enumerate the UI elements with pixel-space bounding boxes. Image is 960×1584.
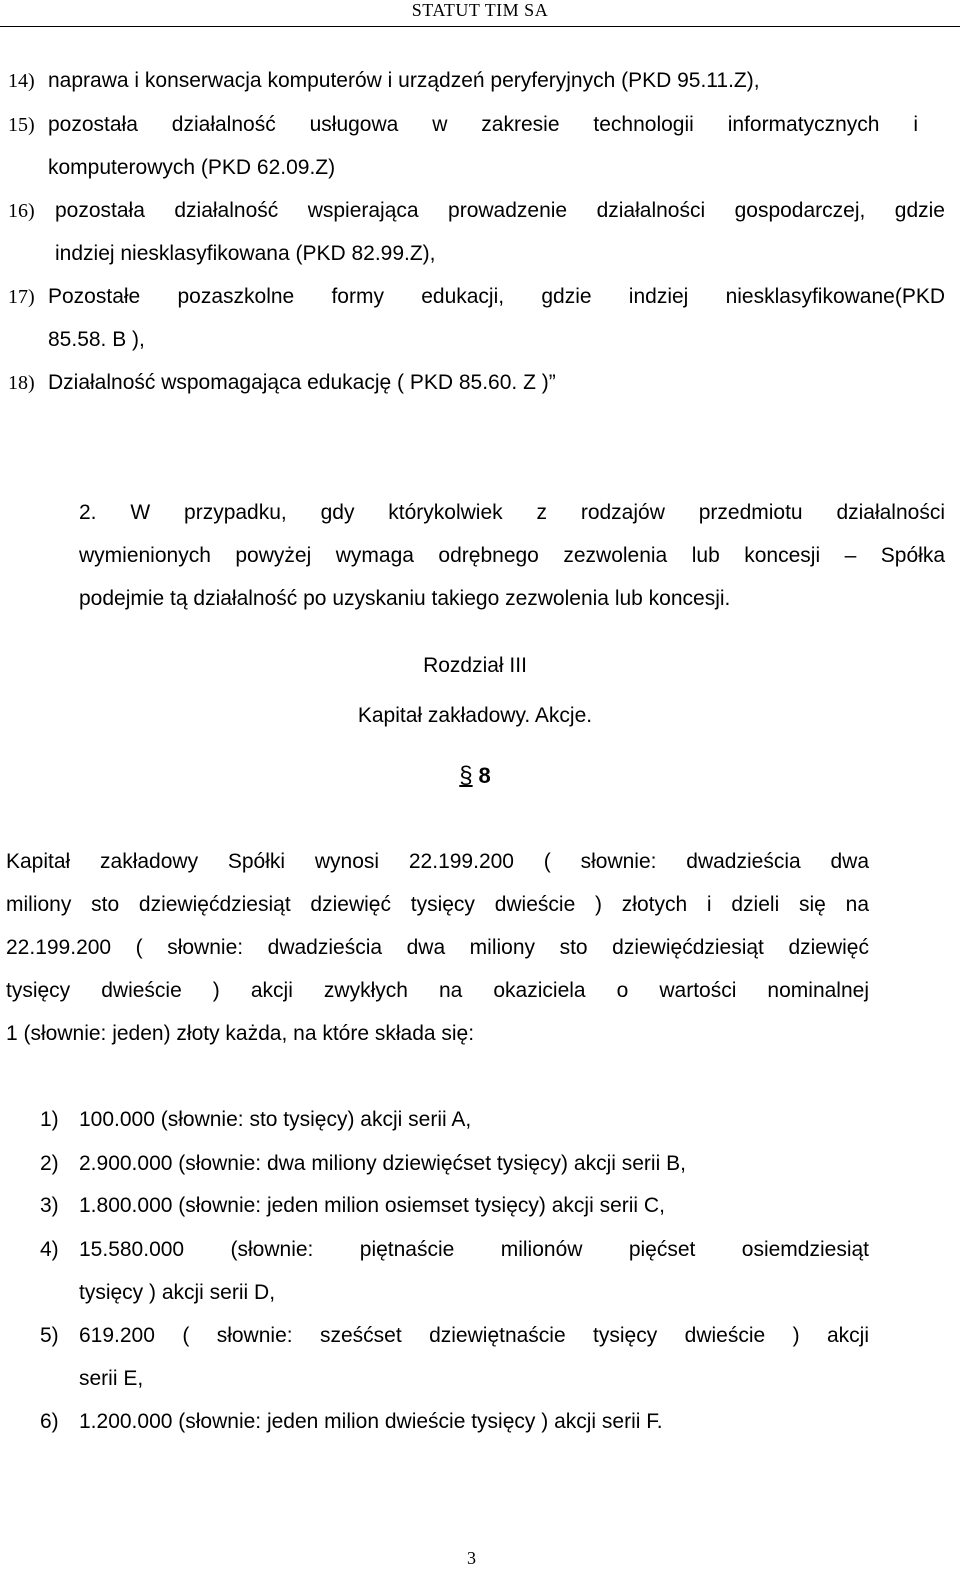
section-sign: § (459, 762, 473, 789)
section-heading (0, 762, 950, 790)
share-series-text: 15.580.000 (słownie: piętnaście milionów pięćset osiemdziesiąt (79, 1238, 869, 1261)
list-item-text-continued: 85.58. B ), (48, 328, 145, 351)
share-series-text: 1.800.000 (słownie: jeden milion osiemset tysięcy) akcji serii C, (79, 1194, 665, 1217)
list-item-text-continued: komputerowych (PKD 62.09.Z) (48, 156, 336, 179)
capital-paragraph-line: tysięcy dwieście ) akcji zwykłych na okaziciela o wartości nominalnej (6, 979, 869, 1002)
share-series-number: 5) (40, 1324, 59, 1347)
list-item-text: Pozostałe pozaszkolne formy edukacji, gdzie indziej niesklasyfikowane(PKD (48, 285, 945, 308)
paragraph-2-line: podejmie tą działalność po uzyskaniu takiego zezwolenia lub koncesji. (79, 587, 731, 610)
chapter-subtitle: Kapitał zakładowy. Akcje. (357, 704, 593, 727)
capital-paragraph-line: Kapitał zakładowy Spółki wynosi 22.199.200 ( słownie: dwadzieścia dwa (6, 850, 869, 873)
page-number: 3 (467, 1548, 476, 1568)
list-item-number: 15) (8, 114, 35, 136)
share-series-number: 3) (40, 1194, 59, 1217)
share-series-text: 2.900.000 (słownie: dwa miliony dziewięćset tysięcy) akcji serii B, (79, 1152, 686, 1175)
share-series-text: 1.200.000 (słownie: jeden milion dwieście tysięcy ) akcji serii F. (79, 1410, 663, 1433)
share-series-text: 619.200 ( słownie: sześćset dziewiętnaście tysięcy dwieście ) akcji (79, 1324, 869, 1347)
share-series-text-continued: tysięcy ) akcji serii D, (79, 1281, 276, 1304)
list-item-text: naprawa i konserwacja komputerów i urządzeń peryferyjnych (PKD 95.11.Z), (48, 69, 760, 92)
share-series-text: 100.000 (słownie: sto tysięcy) akcji serii A, (79, 1108, 472, 1131)
paragraph-2-line: 2. W przypadku, gdy którykolwiek z rodzajów przedmiotu działalności (79, 501, 945, 524)
capital-paragraph-line: miliony sto dziewięćdziesiąt dziewięć tysięcy dwieście ) złotych i dzieli się na (6, 893, 869, 916)
list-item-number: 17) (8, 286, 35, 308)
list-item-text: pozostała działalność wspierająca prowadzenie działalności gospodarczej, gdzie (55, 199, 945, 222)
list-item-number: 16) (8, 200, 35, 222)
list-item-text-continued: indziej niesklasyfikowana (PKD 82.99.Z), (55, 242, 436, 265)
section-number: 8 (478, 763, 491, 788)
list-item-text: Działalność wspomagająca edukację ( PKD 85.60. Z )” (48, 371, 556, 394)
capital-paragraph-line: 22.199.200 ( słownie: dwadzieścia dwa miliony sto dziewięćdziesiąt dziewięć (6, 936, 869, 959)
list-item-number: 18) (8, 372, 35, 394)
share-series-number: 2) (40, 1152, 59, 1175)
share-series-text-continued: serii E, (79, 1367, 144, 1390)
list-item-text: pozostała działalność usługowa w zakresie technologii informatycznych i (48, 113, 918, 136)
capital-paragraph-line: 1 (słownie: jeden) złoty każda, na które składa się: (6, 1022, 475, 1045)
page-header-title: STATUT TIM SA (411, 0, 549, 20)
share-series-number: 4) (40, 1238, 59, 1261)
chapter-title: Rozdział III (423, 654, 527, 677)
paragraph-2-line: wymienionych powyżej wymaga odrębnego zezwolenia lub koncesji – Spółka (79, 544, 945, 567)
share-series-number: 1) (40, 1108, 59, 1131)
share-series-number: 6) (40, 1410, 59, 1433)
header-rule (0, 26, 960, 27)
list-item-number: 14) (8, 70, 35, 92)
